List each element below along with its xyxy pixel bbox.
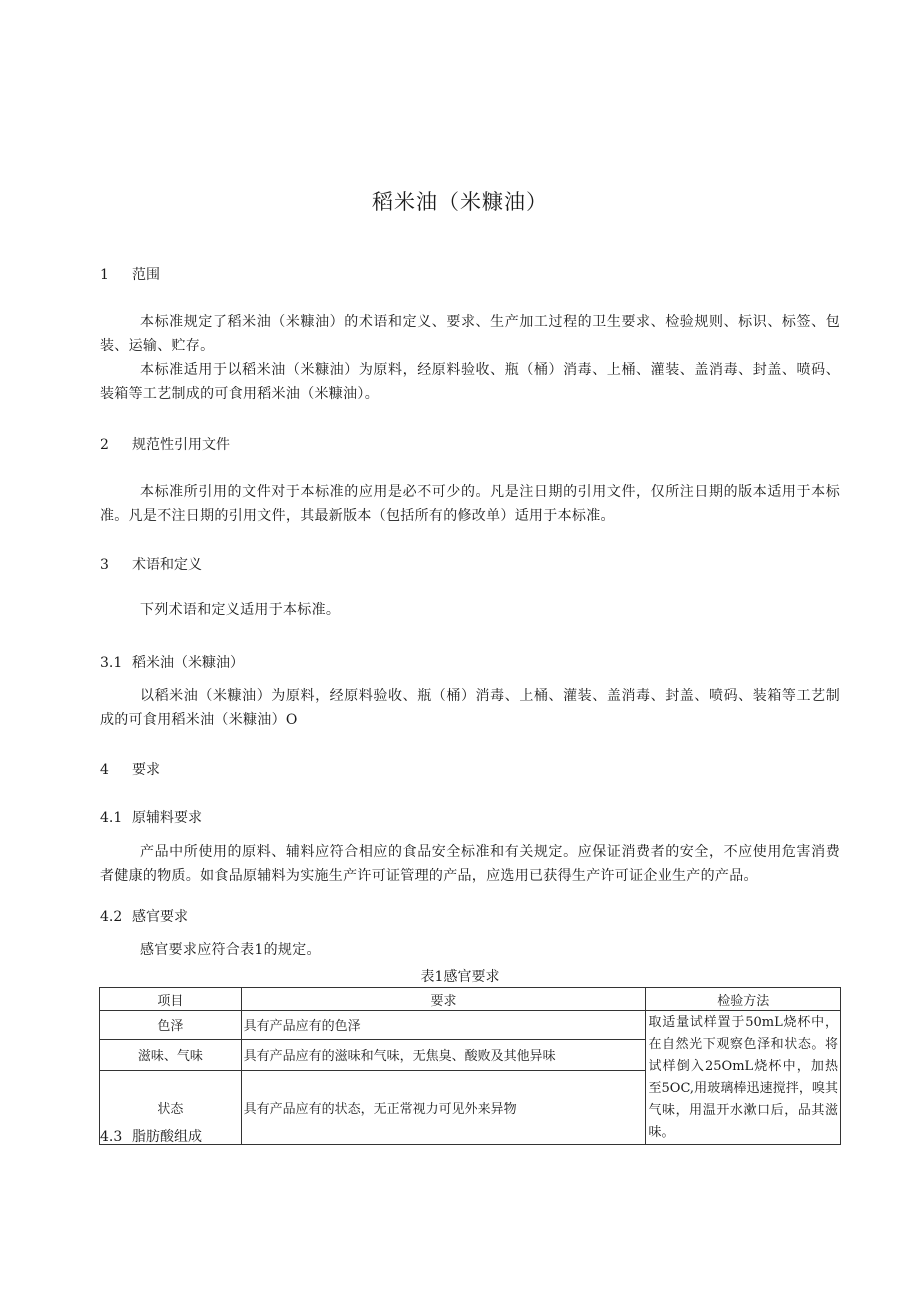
section-number: 3.1 <box>100 655 123 671</box>
table-header-row <box>100 988 841 1011</box>
section-4-heading <box>100 759 160 779</box>
section-title: 规范性引用文件 <box>132 437 230 453</box>
section-title: 原辅料要求 <box>132 810 202 826</box>
section-title: 稻米油（米糠油） <box>132 655 244 671</box>
section-title: 感官要求 <box>132 909 188 925</box>
section-2-paragraph-1: 本标准所引用的文件对于本标准的应用是必不可少的。凡是注日期的引用文件，仅所注日期的版本适用于本标准。凡是不注日期的引用文件，其最新版本（包括所有的修改单）适用于本标准。 <box>100 484 840 524</box>
section-number: 1 <box>100 267 109 283</box>
table-cell-item: 色泽 <box>100 1011 242 1040</box>
table-header-cell: 要求 <box>241 988 646 1011</box>
section-1-paragraph-2: 本标准适用于以稻米油（米糠油）为原料，经原料验收、瓶（桶）消毒、上桶、灌装、盖消毒、封盖、喷码、装箱等工艺制成的可食用稻米油（米糠油）。 <box>100 362 840 402</box>
section-3-heading <box>100 554 202 574</box>
section-title: 要求 <box>132 762 160 778</box>
section-1-paragraph-1: 本标准规定了稻米油（米糠油）的术语和定义、要求、生产加工过程的卫生要求、检验规则、标识、标签、包装、运输、贮存。 <box>100 314 840 354</box>
section-number: 4.2 <box>100 909 123 925</box>
table-row <box>100 1011 841 1040</box>
section-number: 3 <box>100 557 109 573</box>
section-2-heading <box>100 434 230 454</box>
section-4-1-paragraph-1: 产品中所使用的原料、辅料应符合相应的食品安全标准和有关规定。应保证消费者的安全，不应使用危害消费者健康的物质。如食品原辅料为实施生产许可证管理的产品，应选用已获得生产许可证企业生产的产品。 <box>100 844 840 884</box>
document-title: 稻米油（米糠油） <box>372 190 548 214</box>
section-3-paragraph-1: 下列术语和定义适用于本标准。 <box>140 602 341 618</box>
section-4-2-heading <box>100 906 188 926</box>
section-number: 4.3 <box>100 1129 123 1145</box>
section-3-1-heading <box>100 652 244 672</box>
table-cell-requirement: 具有产品应有的状态，无正常视力可见外来异物 <box>241 1071 646 1145</box>
section-3-1-paragraph-1: 以稻米油（米糠油）为原料，经原料验收、瓶（桶）消毒、上桶、灌装、盖消毒、封盖、喷码、装箱等工艺制成的可食用稻米油（米糠油）O <box>100 688 840 728</box>
section-4-1-heading <box>100 807 202 827</box>
section-number: 4 <box>100 762 109 778</box>
table-header-cell: 项目 <box>100 988 242 1011</box>
table-cell-method: 取适量试样置于50mL烧杯中，在自然光下观察色泽和状态。将试样倒入25OmL烧杯中，加热至5OC,用玻璃棒迅速搅拌，嗅其气味，用温开水漱口后，品其滋味。 <box>646 1011 841 1145</box>
section-title: 术语和定义 <box>132 557 202 573</box>
table-cell-requirement: 具有产品应有的滋味和气味，无焦臭、酸败及其他异味 <box>241 1039 646 1070</box>
section-number: 4.1 <box>100 810 123 826</box>
section-title: 脂肪酸组成 <box>132 1129 202 1145</box>
table-cell-item: 状态 <box>100 1071 242 1145</box>
table-cell-item: 滋味、气味 <box>100 1039 242 1070</box>
sensory-requirements-table <box>99 987 841 1145</box>
section-title: 范围 <box>132 267 160 283</box>
section-number: 2 <box>100 437 109 453</box>
table-cell-requirement: 具有产品应有的色泽 <box>241 1011 646 1040</box>
table-caption: 表1感官要求 <box>420 969 500 985</box>
section-4-3-heading <box>100 1126 202 1146</box>
section-1-heading <box>100 264 160 284</box>
section-4-2-paragraph-1: 感官要求应符合表1的规定。 <box>140 942 321 958</box>
table-header-cell: 检验方法 <box>646 988 841 1011</box>
